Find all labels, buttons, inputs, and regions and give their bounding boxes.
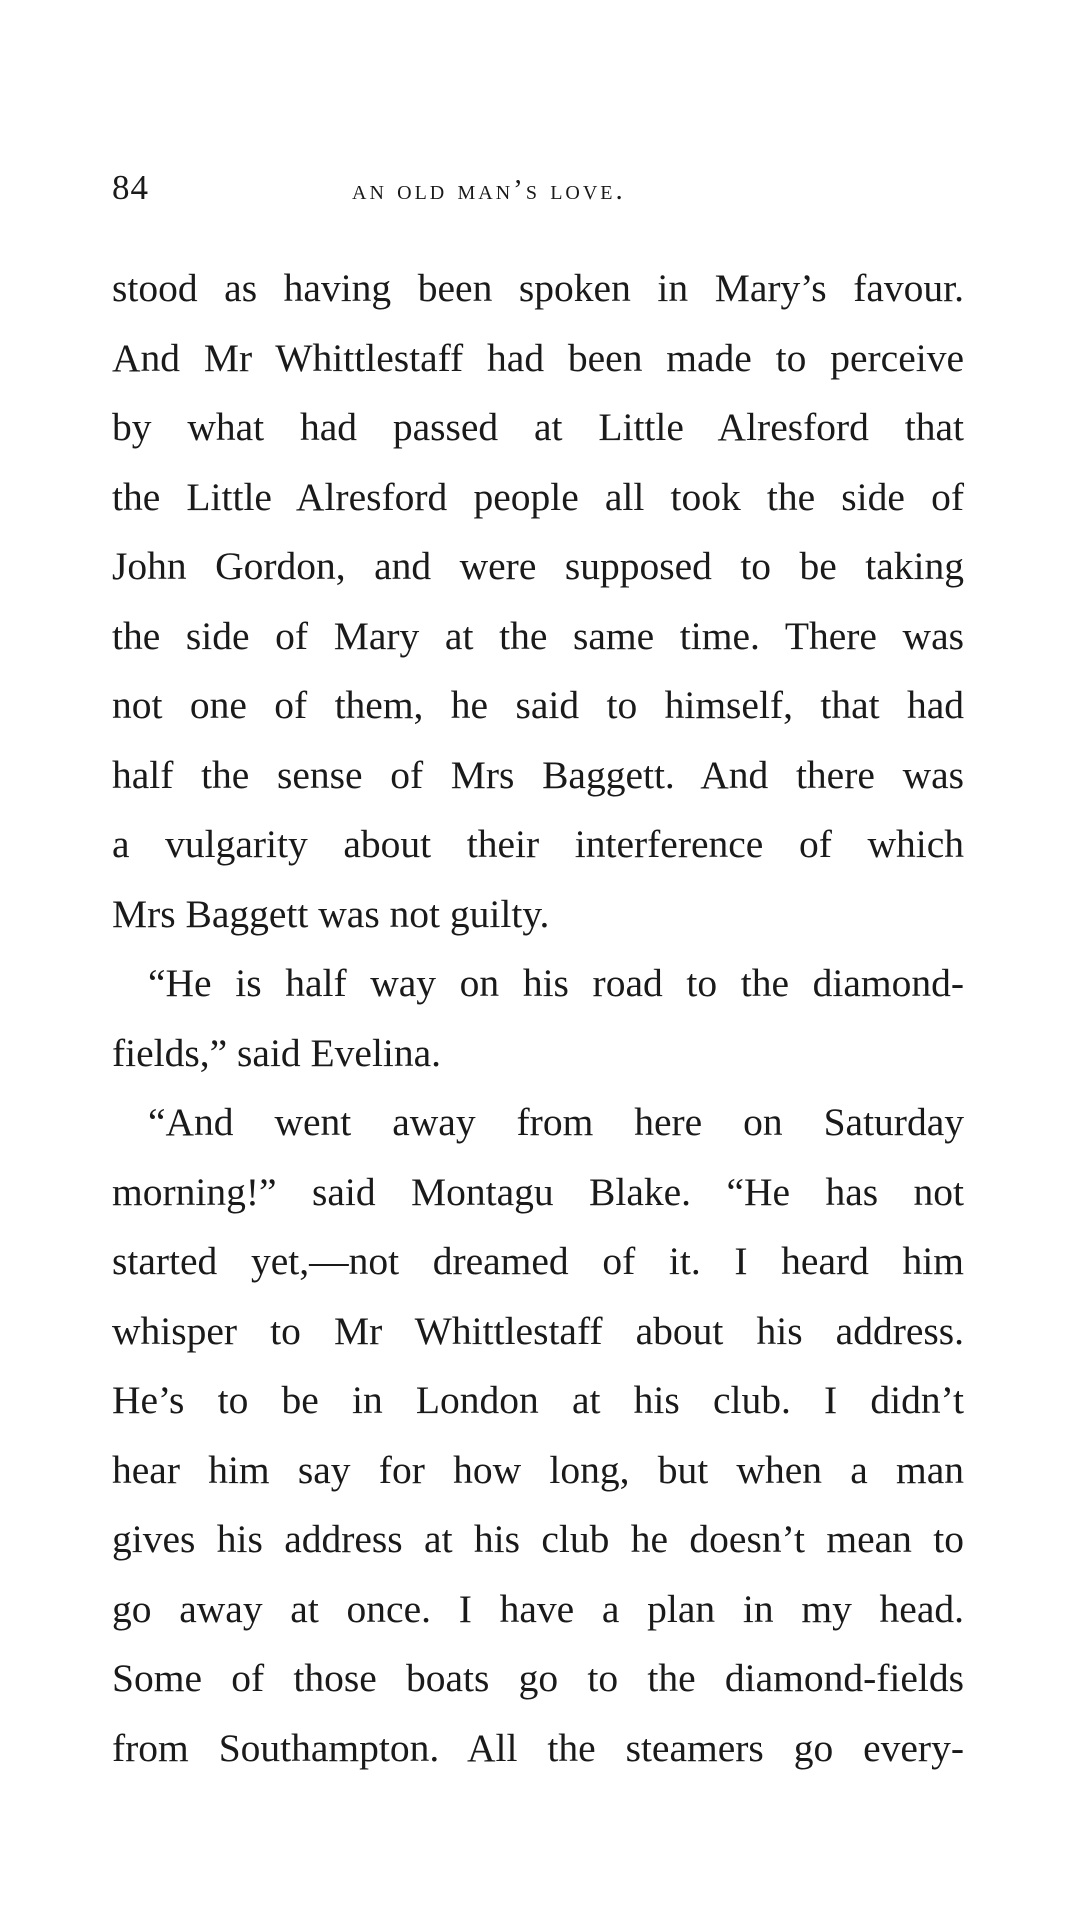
text-line: He’s to be in London at his club. I didn’t (112, 1378, 964, 1422)
text-line: started yet,—not dreamed of it. I heard him (112, 1239, 964, 1283)
page-number: 84 (112, 168, 149, 207)
body-text (112, 254, 964, 1783)
text-line: “And went away from here on Saturday (148, 1100, 964, 1144)
text-line: not one of them, he said to himself, that had (112, 683, 964, 727)
text-line: half the sense of Mrs Baggett. And there was (112, 752, 964, 797)
text-line: morning!” said Montagu Blake. “He has not (112, 1169, 964, 1214)
text-line: John Gordon, and were supposed to be taking (112, 544, 964, 588)
text-line: whisper to Mr Whittlestaff about his address. (112, 1308, 964, 1353)
text-line: And Mr Whittlestaff had been made to perceive (112, 335, 964, 380)
text-line: from Southampton. All the steamers go every- (112, 1725, 964, 1770)
text-line: the side of Mary at the same time. There was (112, 613, 964, 658)
text-line: Some of those boats go to the diamond-fields (112, 1656, 964, 1700)
text-line: “He is half way on his road to the diamond- (148, 961, 964, 1005)
text-line: gives his address at his club he doesn’t mean to (112, 1517, 964, 1561)
text-line: hear him say for how long, but when a man (112, 1447, 964, 1492)
text-line: by what had passed at Little Alresford that (112, 405, 964, 449)
text-line: Mrs Baggett was not guilty. (112, 891, 550, 936)
text-line: a vulgarity about their interference of which (112, 822, 964, 866)
running-title: an old man’s love. (352, 174, 626, 206)
text-line: fields,” said Evelina. (112, 1030, 442, 1075)
text-line: stood as having been spoken in Mary’s favour. (112, 266, 964, 310)
text-line: the Little Alresford people all took the side of (112, 474, 964, 519)
running-head (112, 168, 964, 218)
text-line: go away at once. I have a plan in my head. (112, 1586, 964, 1631)
